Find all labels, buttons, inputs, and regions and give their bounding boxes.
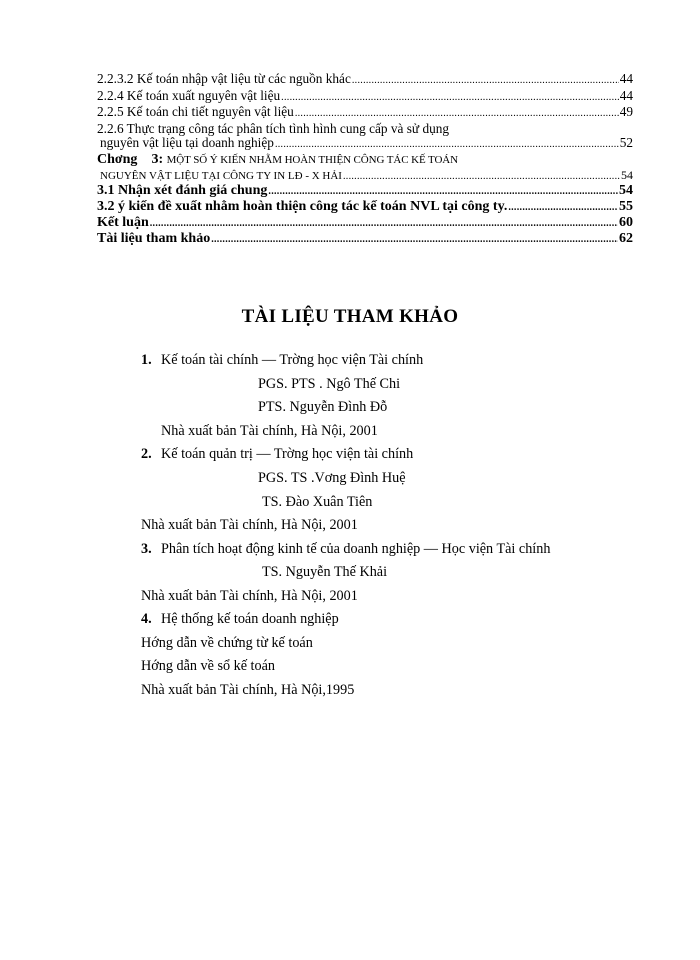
reference-title: Hệ thống kế toán doanh nghiệp [161, 611, 339, 627]
toc-entry-page: 54 [619, 184, 633, 199]
toc-entry-page: 54 [621, 167, 633, 182]
toc-entry[interactable] [97, 232, 633, 248]
toc-leader-dots [268, 185, 618, 200]
toc-entry-page: 49 [619, 105, 633, 120]
toc-leader-dots [352, 74, 619, 89]
reference-title: Kế toán tài chính — Trờng học viện Tài chính [161, 352, 424, 368]
reference-number: 3. [141, 541, 152, 557]
toc-entry[interactable] [97, 184, 633, 200]
reference-title-line [141, 611, 339, 628]
reference-title-line [141, 541, 550, 558]
reference-author: PGS. PTS . Ngô Thế Chi [258, 376, 401, 392]
table-of-contents [97, 72, 633, 247]
toc-entry-page: 60 [619, 215, 633, 230]
toc-entry-page: 44 [619, 88, 633, 103]
toc-entry-label: 2.2.4 Kế toán xuất nguyên vật liệu [97, 88, 281, 103]
reference-title: Phân tích hoạt động kinh tế của doanh nghiệp — Học viện Tài chính [161, 541, 551, 557]
reference-number: 4. [141, 611, 152, 627]
toc-entry-page: 44 [619, 72, 633, 86]
toc-entry-label: 2.2.5 Kế toán chi tiết nguyên vật liệu [97, 105, 294, 120]
toc-entry-label: 3.2 ý kiến đề xuất nhằm hoàn thiện công tác kế toán NVL tại công ty. [97, 199, 508, 214]
toc-entry[interactable] [97, 72, 633, 89]
toc-entry-label: 3.1 Nhận xét đánh giá chung [97, 184, 268, 199]
reference-number: 2. [141, 446, 152, 462]
toc-entry[interactable] [97, 200, 633, 216]
chapter-number: 3: [151, 151, 164, 167]
toc-entry-label: Tài liệu tham khảo [97, 231, 211, 246]
toc-leader-dots [275, 138, 619, 153]
reference-author: PTS. Nguyễn Đình Đỗ [258, 399, 388, 415]
reference-author: TS. Nguyễn Thế Khải [262, 564, 388, 580]
reference-subtitle: Hớng dẫn về sổ kế toán [141, 658, 275, 674]
reference-author: PGS. TS .Vơng Đình Huệ [258, 470, 406, 486]
toc-leader-dots [150, 217, 618, 232]
toc-entry-label-line2: nguyên vật liệu tại doanh nghiệp [100, 136, 274, 151]
reference-publisher: Nhà xuất bản Tài chính, Hà Nội, 2001 [141, 588, 358, 604]
toc-entry[interactable] [97, 105, 633, 122]
chapter-prefix: Chơng [97, 151, 138, 167]
reference-publisher: Nhà xuất bản Tài chính, Hà Nội, 2001 [141, 517, 358, 533]
toc-entry-multiline[interactable] [97, 122, 633, 153]
toc-leader-dots [508, 201, 618, 216]
toc-chapter-entry[interactable] [97, 153, 633, 184]
chapter-title-line1: MỘT SỐ Ý KIẾN NHẰM HOÀN THIỆN CÔNG TÁC KẾ TOÁN [166, 153, 458, 166]
toc-entry-page: 55 [619, 199, 633, 214]
toc-entry-label: 2.2.3.2 Kế toán nhập vật liệu từ các nguồn khác [97, 72, 351, 86]
toc-entry[interactable] [97, 89, 633, 106]
reference-publisher: Nhà xuất bản Tài chính, Hà Nội,1995 [141, 682, 355, 698]
reference-title-line [141, 352, 423, 369]
reference-subtitle: Hớng dẫn về chứng từ kế toán [141, 635, 313, 651]
reference-number: 1. [141, 352, 152, 368]
toc-leader-dots [281, 91, 619, 106]
toc-leader-dots [295, 107, 619, 122]
toc-entry-label-line1: 2.2.6 Thực trạng công tác phân tích tình hình cung cấp và sử dụng [97, 120, 450, 136]
reference-title-line [141, 446, 413, 463]
reference-title: Kế toán quản trị — Trờng học viện tài chính [161, 446, 414, 462]
reference-publisher: Nhà xuất bản Tài chính, Hà Nội, 2001 [161, 423, 378, 439]
reference-author: TS. Đào Xuân Tiên [262, 494, 373, 510]
toc-leader-dots [211, 233, 618, 248]
references-heading: TÀI LIỆU THAM KHẢO [241, 306, 459, 327]
toc-leader-dots [343, 170, 620, 185]
toc-entry-label: Kết luận [97, 215, 149, 230]
toc-entry-page: 52 [619, 136, 633, 151]
chapter-title-line2: NGUYÊN VẬT LIỆU TẠI CÔNG TY IN LĐ - X HẢI [100, 169, 342, 182]
toc-entry[interactable] [97, 216, 633, 232]
toc-entry-page: 62 [619, 231, 633, 246]
